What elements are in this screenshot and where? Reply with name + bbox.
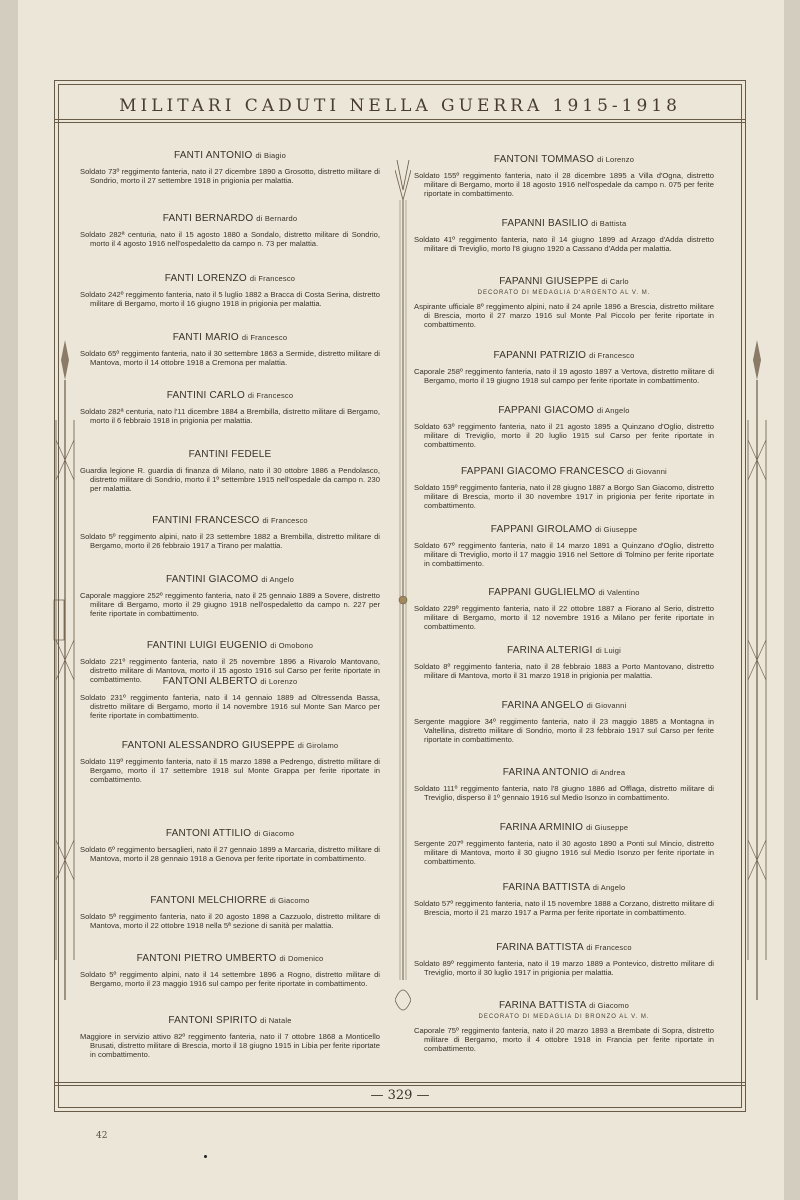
entry-text: Sergente 207º reggimento fanteria, nato il 30 agosto 1890 a Ponti sul Mincio, distretto militare di Mantova, morto il 30 giugno 1916 sul Medio Isonzo per ferite riportate in combattimento. <box>414 839 714 867</box>
entry-text: Soldato 65º reggimento fanteria, nato il 30 settembre 1863 a Sermide, distretto militare di Mantova, morto il 14 ottobre 1918 a Cremona per malattia. <box>80 349 380 368</box>
entry-parent: di Angelo <box>261 575 295 584</box>
entry-name: FANTONI MELCHIORRE <box>150 895 267 906</box>
list-item <box>414 405 714 450</box>
entry-parent: di Angelo <box>592 883 626 892</box>
list-item <box>414 822 714 867</box>
entry-text: Soldato 6º reggimento bersaglieri, nato il 27 gennaio 1899 a Marcaria, distretto militare di Mantova, morto il 28 gennaio 1918 a Genova per ferite riportate in combattimento. <box>80 845 380 864</box>
list-item <box>414 350 714 385</box>
entry-name: FANTONI ATTILIO <box>165 828 252 839</box>
entry-parent: di Battista <box>591 219 627 228</box>
list-item <box>80 676 380 721</box>
list-item <box>80 1015 380 1060</box>
entry-name: FANTONI ALBERTO <box>162 676 258 687</box>
entry-name: FAPPANI GIACOMO <box>498 405 594 416</box>
entry-text: Soldato 119º reggimento fanteria, nato il 15 marzo 1898 a Pedrengo, distretto militare di Bergamo, morto il 17 settembre 1918 sul Monte Grappa per ferite riportate in combattimento. <box>80 757 380 785</box>
entry-parent: di Francesco <box>589 351 635 360</box>
list-item <box>80 895 380 930</box>
entry-parent: di Andrea <box>591 768 626 777</box>
entry-text: Caporale 258º reggimento fanteria, nato il 19 agosto 1897 a Vertova, distretto militare di Bergamo, morto il 19 giugno 1918 sul campo per ferite riportate in combattimento. <box>414 367 714 386</box>
entry-text: Soldato 155º reggimento fanteria, nato il 28 dicembre 1895 a Villa d'Ogna, distretto militare di Bergamo, morto il 18 agosto 1916 nell'ospedale da campo n. 075 per ferite riportate in combattimento. <box>414 171 714 199</box>
entry-parent: di Giuseppe <box>586 823 629 832</box>
entry-name: FANTI MARIO <box>172 332 239 343</box>
list-item <box>80 828 380 863</box>
entry-name: FAPPANI GIACOMO FRANCESCO <box>461 466 625 477</box>
entry-parent: di Angelo <box>596 406 630 415</box>
entry-text: Caporale 75º reggimento fanteria, nato il 20 marzo 1893 a Brembate di Sopra, distretto militare di Bergamo, morto il 4 ottobre 1918 in Francia per ferite riportate in combattimento. <box>414 1026 714 1054</box>
entry-text: Soldato 5º reggimento alpini, nato il 14 settembre 1896 a Rogno, distretto militare di Bergamo, morto il 23 maggio 1916 sul campo per ferite riportate in combattimento. <box>80 970 380 989</box>
left-spear-ornament <box>50 340 80 1000</box>
entry-name: FAPPANI GIROLAMO <box>490 524 593 535</box>
list-item <box>80 740 380 785</box>
entry-name: FANTONI TOMMASO <box>493 154 595 165</box>
corner-number: 42 <box>96 1131 108 1141</box>
entry-text: Aspirante ufficiale 8º reggimento alpini, nato il 24 aprile 1896 a Brescia, distretto militare di Brescia, morto il 27 marzo 1916 sul Monte Pal Piccolo per ferite riportate in combattimento. <box>414 302 714 330</box>
entry-name: FANTI BERNARDO <box>162 213 254 224</box>
entry-parent: di Domenico <box>279 954 324 963</box>
entry-text: Soldato 63º reggimento fanteria, nato il 21 agosto 1895 a Quinzano d'Oglio, distretto militare di Treviglio, morto il 20 luglio 1915 sul Carso per ferite riportate in combattimento. <box>414 422 714 450</box>
entry-text: Soldato 8º reggimento fanteria, nato il 28 febbraio 1883 a Porto Mantovano, distretto militare di Mantova, morto il 31 marzo 1918 in prigionia per malattia. <box>414 662 714 681</box>
entry-parent: di Biagio <box>255 151 287 160</box>
entry-parent: di Lorenzo <box>597 155 635 164</box>
list-item <box>414 276 714 330</box>
entry-name: FARINA BATTISTA <box>496 942 584 953</box>
entry-text: Soldato 159º reggimento fanteria, nato il 28 giugno 1887 a Borgo San Giacomo, distretto militare di Brescia, morto il 30 novembre 1917 in prigionia per ferite riportate in combattimento. <box>414 483 714 511</box>
list-item <box>414 218 714 253</box>
entry-name: FAPPANI GUGLIELMO <box>488 587 596 598</box>
entry-name: FANTONI ALESSANDRO GIUSEPPE <box>121 740 295 751</box>
list-item <box>414 645 714 680</box>
entry-parent: di Francesco <box>241 333 288 342</box>
entry-parent: di Francesco <box>249 274 296 283</box>
entry-text: Soldato 41º reggimento fanteria, nato il 14 giugno 1899 ad Arzago d'Adda distretto militare di Treviglio, morto l'8 giugno 1920 a Cassano d'Adda per malattia. <box>414 235 714 254</box>
header-rule <box>54 119 746 123</box>
entry-name: FARINA ALTERIGI <box>507 645 593 656</box>
list-item <box>80 150 380 185</box>
entry-text: Sergente maggiore 34º reggimento fanteria, nato il 23 maggio 1885 a Montagna in Valtellina, distretto militare di Sondrio, morto il 23 febbraio 1917 sul Carso per ferite riportate in combattimento. <box>414 717 714 745</box>
entry-text: Soldato 282ª centuria, nato l'11 dicembre 1884 a Brembilla, distretto militare di Bergamo, morto il 6 febbraio 1918 in prigionia per malattia. <box>80 407 380 426</box>
entry-name: FARINA ANGELO <box>501 700 584 711</box>
entry-parent: di Carlo <box>601 277 629 286</box>
list-item <box>414 700 714 745</box>
decoration-note: DECORATO DI MEDAGLIA D'ARGENTO AL V. M. <box>477 290 651 296</box>
list-item <box>414 154 714 199</box>
entry-name: FANTINI FRANCESCO <box>152 515 260 526</box>
entry-name: FAPANNI BASILIO <box>501 218 589 229</box>
entry-parent: di Giacomo <box>254 829 295 838</box>
entry-parent: di Girolamo <box>297 741 339 750</box>
list-item <box>80 953 380 988</box>
entry-text: Soldato 5º reggimento alpini, nato il 23 settembre 1882 a Brembilla, distretto militare di Bergamo, morto il 26 febbraio 1917 a Tirano per malattia. <box>80 532 380 551</box>
entry-name: FARINA ARMINIO <box>499 822 584 833</box>
entry-name: FARINA BATTISTA <box>502 882 590 893</box>
list-item <box>414 466 714 511</box>
entry-text: Soldato 73º reggimento fanteria, nato il 27 dicembre 1890 a Grosotto, distretto militare di Sondrio, morto il 27 settembre 1918 in prigionia per malattia. <box>80 167 380 186</box>
entry-name: FANTI LORENZO <box>164 273 247 284</box>
entry-parent: di Francesco <box>586 943 632 952</box>
list-item <box>80 449 380 494</box>
list-item <box>80 390 380 425</box>
entry-name: FANTONI SPIRITO <box>168 1015 258 1026</box>
entry-parent: di Giovanni <box>586 701 627 710</box>
list-item <box>414 587 714 632</box>
entry-text: Soldato 57º reggimento fanteria, nato il 15 novembre 1888 a Corzano, distretto militare di Brescia, morto il 21 marzo 1917 a Parma per ferite riportate in combattimento. <box>414 899 714 918</box>
list-item <box>80 332 380 367</box>
page-title: MILITARI CADUTI NELLA GUERRA 1915-1918 <box>119 96 681 116</box>
decoration-note: DECORATO DI MEDAGLIA DI BRONZO AL V. M. <box>478 1014 650 1020</box>
list-item <box>80 515 380 550</box>
entry-name: FAPANNI GIUSEPPE <box>499 276 599 287</box>
list-item <box>414 942 714 977</box>
list-item <box>414 882 714 917</box>
entry-text: Maggiore in servizio attivo 82º reggimento fanteria, nato il 7 ottobre 1868 a Monticello Brusati, distretto militare di Brescia, morto il 18 giugno 1915 in Libia per ferite riportate in combattimento. <box>80 1032 380 1060</box>
entry-text: Soldato 229º reggimento fanteria, nato il 22 ottobre 1887 a Fiorano al Serio, distretto militare di Bergamo, morto il 12 novembre 1916 a Milano per ferite riportate in combattimento. <box>414 604 714 632</box>
entry-parent: di Giovanni <box>627 467 667 476</box>
right-spear-ornament <box>742 340 772 1000</box>
entry-text: Soldato 282ª centuria, nato il 15 agosto 1880 a Sondalo, distretto militare di Sondrio, morto il 4 agosto 1916 nell'ospedaletto da campo n. 73 per malattia. <box>80 230 380 249</box>
entry-text: Soldato 231º reggimento fanteria, nato il 14 gennaio 1889 ad Oltressenda Bassa, distretto militare di Bergamo, morto il 14 novembre 1916 sul Monte San Marco per ferite riportate in combattimento. <box>80 693 380 721</box>
entry-name: FANTINI GIACOMO <box>165 574 259 585</box>
entry-name: FANTINI FEDELE <box>188 449 272 460</box>
list-item <box>80 273 380 308</box>
entry-name: FARINA ANTONIO <box>502 767 589 778</box>
entry-text: Soldato 5ª reggimento fanteria, nato il 20 agosto 1898 a Cazzuolo, distretto militare di Mantova, morto il 22 ottobre 1918 nella 5ª sezione di sanità per malattia. <box>80 912 380 931</box>
entry-parent: di Luigi <box>595 646 621 655</box>
entry-text: Soldato 242º reggimento fanteria, nato il 5 luglio 1882 a Bracca di Costa Serina, distretto militare di Bergamo, morto il 16 giugno 1918 in prigionia per malattia. <box>80 290 380 309</box>
page-number: — 329 — <box>370 1088 430 1103</box>
center-column-ornament <box>395 160 411 1020</box>
entry-name: FANTINI LUIGI EUGENIO <box>146 640 268 651</box>
list-item <box>80 574 380 619</box>
entry-parent: di Francesco <box>247 391 294 400</box>
entry-text: Caporale maggiore 252º reggimento fanteria, nato il 25 gennaio 1889 a Sovere, distretto militare di Bergamo, morto il 29 giugno 1918 nell'ospedaletto da campo n. 227 per ferite riportate in combattimento. <box>80 591 380 619</box>
entry-parent: di Lorenzo <box>260 677 298 686</box>
entry-parent: di Natale <box>260 1016 292 1025</box>
entry-name: FANTONI PIETRO UMBERTO <box>136 953 277 964</box>
entry-parent: di Francesco <box>262 516 308 525</box>
entry-text: Guardia legione R. guardia di finanza di Milano, nato il 30 ottobre 1886 a Pendolasco, distretto militare di Sondrio, morto il 1º settembre 1915 nell'ospedale da campo n. 230 per malattia. <box>80 466 380 494</box>
list-item <box>414 767 714 802</box>
entry-text: Soldato 111º reggimento fanteria, nato l'8 giugno 1886 ad Offlaga, distretto militare di Treviglio, disperso il 1º gennaio 1916 sul Medio Isonzo in combattimento. <box>414 784 714 803</box>
entry-parent: di Valentino <box>598 588 640 597</box>
entry-parent: di Omobono <box>270 641 314 650</box>
entry-text: Soldato 67º reggimento fanteria, nato il 14 marzo 1891 a Quinzano d'Oglio, distretto militare di Treviglio, morto il 17 maggio 1916 nel Settore di Tolmino per ferite riportate in combattimento. <box>414 541 714 569</box>
entry-parent: di Giacomo <box>589 1001 629 1010</box>
ink-spot <box>204 1155 207 1158</box>
entry-name: FANTINI CARLO <box>166 390 245 401</box>
footer-rule <box>54 1082 746 1086</box>
entry-name: FAPANNI PATRIZIO <box>493 350 587 361</box>
list-item <box>414 524 714 569</box>
entry-name: FANTI ANTONIO <box>173 150 253 161</box>
entry-parent: di Giacomo <box>269 896 310 905</box>
list-item <box>414 1000 714 1054</box>
entry-parent: di Bernardo <box>256 214 298 223</box>
entry-name: FARINA BATTISTA <box>498 1000 587 1011</box>
entry-parent: di Giuseppe <box>595 525 638 534</box>
entry-text: Soldato 221º reggimento fanteria, nato il 25 novembre 1896 a Rivarolo Mantovano, distretto militare di Mantova, morto il 15 agosto 1916 sul Carso per ferite riportate in combattimento. <box>80 657 380 685</box>
list-item <box>80 213 380 248</box>
entry-text: Soldato 89º reggimento fanteria, nato il 19 marzo 1889 a Pontevico, distretto militare di Treviglio, morto il 30 luglio 1917 in prigionia per malattia. <box>414 959 714 978</box>
